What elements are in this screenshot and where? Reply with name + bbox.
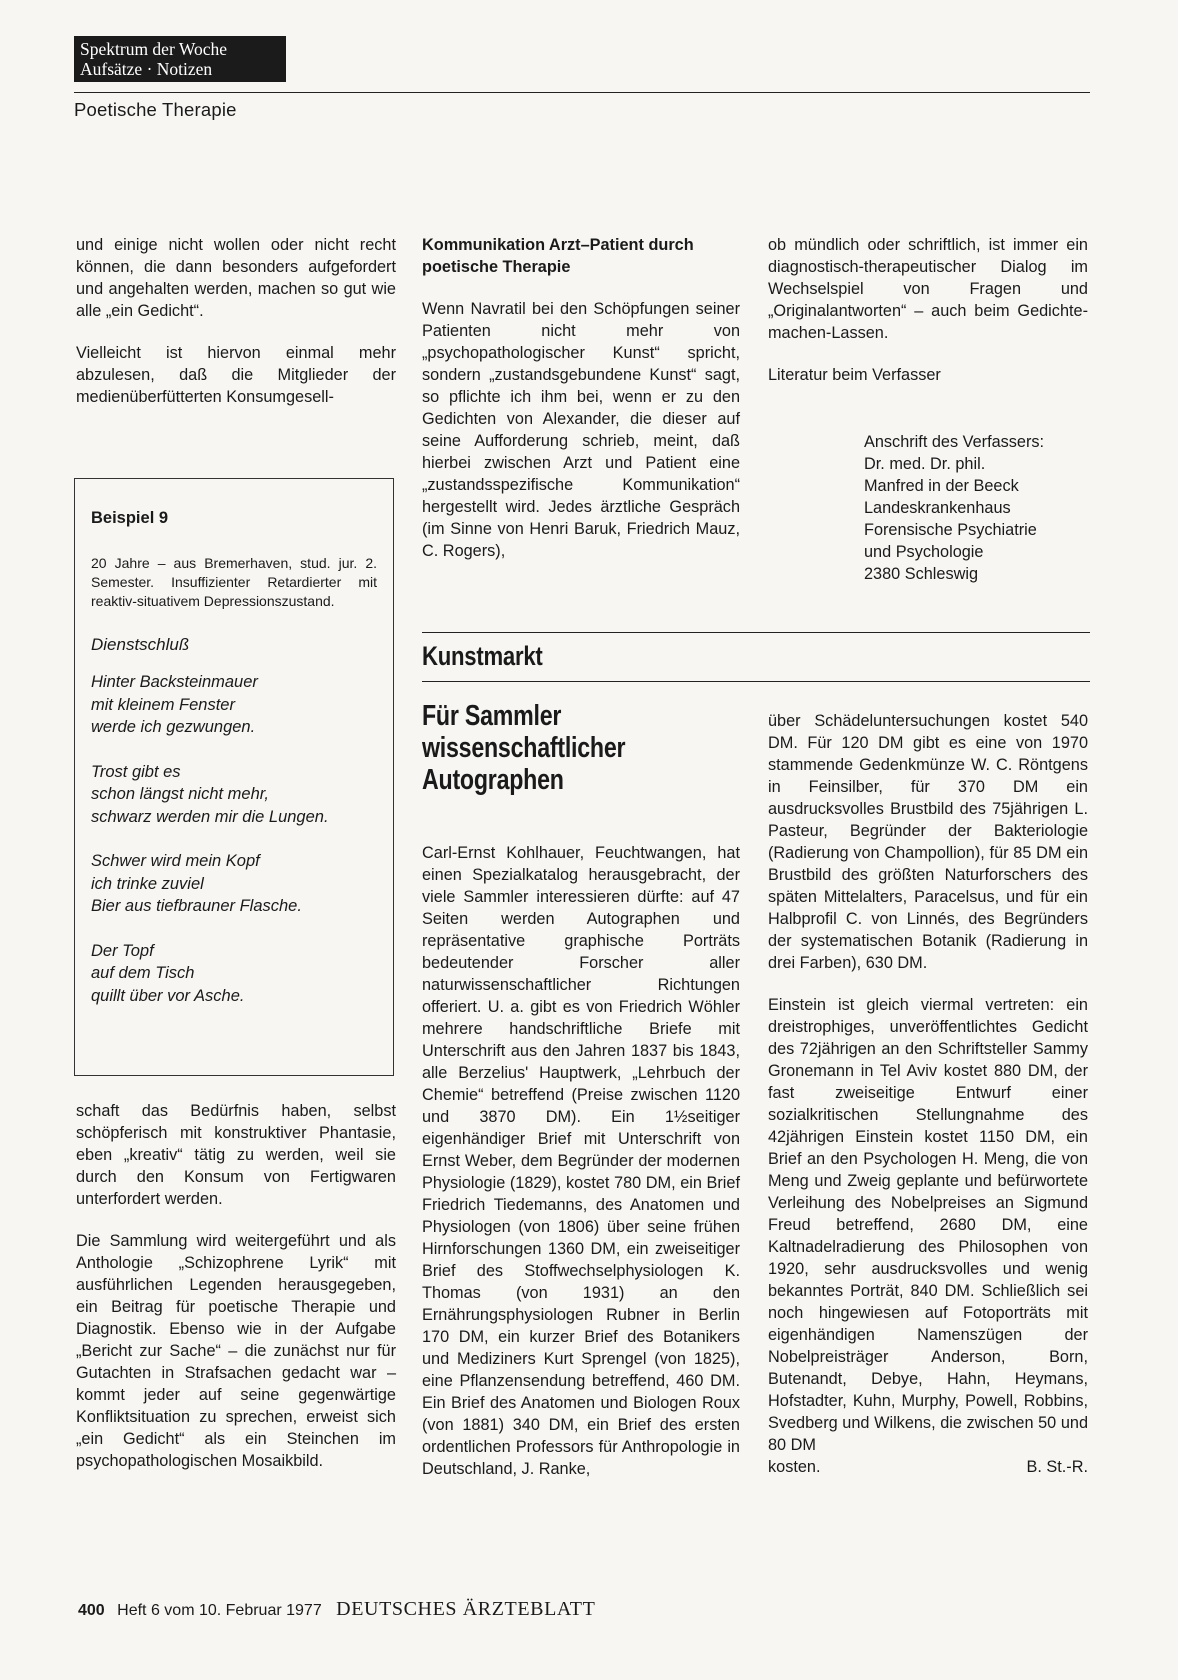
col3-bottom xyxy=(768,710,1088,1478)
paragraph: Vielleicht ist hiervon einmal mehr abzulesen, daß die Mitglieder der medienüberfütterten Konsumgesell- xyxy=(76,344,396,406)
section-label: Poetische Therapie xyxy=(74,99,237,120)
poem-line: Schwer wird mein Kopf xyxy=(91,852,260,870)
address-line: und Psychologie xyxy=(864,543,984,561)
section-rule xyxy=(422,632,1090,633)
paragraph: Carl-Ernst Kohlhauer, Feuchtwangen, hat einen Spezialkatalog herausgebracht, der viele Sammler interessieren dürfte: auf 47 Seiten werden Autographen und repräsentative graphische Porträts bedeutender Forscher aller naturwissenschaftlicher Richtungen offeriert. U. a. gibt es von Friedrich Wöhler mehrere handschriftliche Briefe mit Unterschrift aus den Jahren 1837 bis 1843, alle Berzelius' Hauptwerk, „Lehrbuch der Chemie“ betreffend (Preise zwischen 1120 und 3870 DM). Ein 1½seitiger eigenhändiger Brief mit Unterschrift von Ernst Weber, dem Begründer der modernen Physiologie (1829), kostet 780 DM, ein Brief Friedrich Tiedemanns, des Anatomen und Physiologen (von 1806) über seine frühen Hirnforschungen 1360 DM, ein zweiseitiger Brief des Stoffwechselphysiologen K. Thomas (von 1931) an den Ernährungsphysiologen Rubner in Berlin 170 DM, ein kurzer Brief des Botanikers und Mediziners Kurt Sprengel (von 1825), eine Pflanzensendung betreffend, 460 DM. Ein Brief des Anatomen und Biologen Roux (von 1881) 340 DM, ein Brief des ersten ordentlichen Professors für Anthropologie in Deutschland, J. Ranke, xyxy=(422,844,740,1478)
poem-line: Bier aus tiefbrauner Flasche. xyxy=(91,897,302,915)
poem-line: werde ich gezwungen. xyxy=(91,718,256,736)
paragraph: Die Sammlung wird weitergeführt und als Anthologie „Schizophrene Lyrik“ mit ausführlichen Legenden herausgegeben, ein Beitrag für poetische Therapie und Diagnostik. Ebenso wie in der Aufgabe „Bericht zur Sache“ – die zunächst nur für Gutachten in Strafsachen gedacht war – kommt jeder auf seine gegenwärtige Konfliktsituation zu sprechen, erweist sich „ein Gedicht“ als ein Steinchen im psychopathologischen Mosaikbild. xyxy=(76,1232,396,1470)
page-number: 400 xyxy=(78,1602,105,1619)
address-line: Landeskrankenhaus xyxy=(864,499,1011,517)
issue-info: Heft 6 vom 10. Februar 1977 xyxy=(117,1602,322,1619)
col3-top xyxy=(768,234,1088,406)
address-line: Manfred in der Beeck xyxy=(864,477,1019,495)
address-line: Anschrift des Verfassers: xyxy=(864,433,1045,451)
poem-line: schon längst nicht mehr, xyxy=(91,785,269,803)
poem-stanza xyxy=(91,850,377,918)
example-box xyxy=(74,478,394,1076)
example-title: Beispiel 9 xyxy=(91,509,169,527)
poem-line: mit kleinem Fenster xyxy=(91,695,235,714)
address-line: Dr. med. Dr. phil. xyxy=(864,455,986,473)
poem-line: Der Topf xyxy=(91,941,154,960)
poem-stanza xyxy=(91,761,377,829)
paragraph: Einstein ist gleich viermal vertreten: ein dreistrophiges, unveröffentlichtes Gedicht des 72jährigen an den Schriftsteller Sammy Gronemann in Tel Aviv kostet 880 DM, der fast zweiseitige Entwurf einer sozialkritischen Stellungnahme des 42jährigen Einstein kostet 1150 DM, ein Brief an den Psychologen H. Meng, die von Meng und Zweig geplante und befürwortete Verleihung des Nobelpreises an Sigmund Freud betreffend, 2680 DM, eine Kaltnadelradierung des Philosophen von 1920, sehr ausdrucksvolles und wenig bekanntes Porträt, 840 DM. Schließlich sei noch hingewiesen auf Fotoporträts mit eigenhändigen Namenszügen der Nobelpreisträger Anderson, Born, Butenandt, Debye, Hahn, Heymans, Hofstadter, Kuhn, Murphy, Powell, Robbins, Svedberg und Wilkens, die zwischen 50 und 80 DM xyxy=(768,996,1088,1454)
signature-line xyxy=(768,1456,1088,1478)
literature-note: Literatur beim Verfasser xyxy=(768,366,941,384)
poem-line: schwarz werden mir die Lungen. xyxy=(91,807,329,826)
example-description: 20 Jahre – aus Bremerhaven, stud. jur. 2. Semester. Insuffizienter Retardierter mit reaktiv-situativem Depressionszustand. xyxy=(91,555,377,609)
department-header xyxy=(74,36,286,82)
paragraph: ob mündlich oder schriftlich, ist immer ein diagnostisch-therapeutischer Dialog im Wechselspiel von Fragen und „Originalantworten“ – auch beim Gedichte-machen-Lassen. xyxy=(768,236,1088,342)
col2-bottom xyxy=(422,842,740,1500)
poem-stanza xyxy=(91,671,377,739)
page-footer xyxy=(78,1598,595,1621)
section-title: Kunstmarkt xyxy=(422,641,543,671)
paragraph: über Schädeluntersuchungen kostet 540 DM. Für 120 DM gibt es eine von 1970 stammende Gedenkmünze W. C. Röntgens in Feinsilber, für 370 DM ein ausdrucksvolles Brustbild des 75jährigen L. Pasteur, Begründer der Bakteriologie (Radierung von Champollion), für 85 DM ein Brustbild des größten Naturforschers des späten Mittelalters, Paracelsus, und für ein Halbprofil C. von Linnés, des Begründers der systematischen Botanik (Radierung in drei Farben), 630 DM. xyxy=(768,712,1088,972)
col1-top xyxy=(76,234,396,428)
poem-line: Hinter Backsteinmauer xyxy=(91,673,258,691)
article-headline xyxy=(422,700,625,796)
col2-top xyxy=(422,234,740,582)
headline-line: Autographen xyxy=(422,764,564,796)
poem-title: Dienstschluß xyxy=(91,635,190,654)
closing-word: kosten. xyxy=(768,1458,821,1476)
poem-stanza xyxy=(91,940,377,1008)
subheading: Kommunikation Arzt–Patient durch poetische Therapie xyxy=(422,236,694,276)
section-rule xyxy=(422,681,1090,682)
poem-line: ich trinke zuviel xyxy=(91,874,204,893)
department-line-1: Spektrum der Woche xyxy=(80,39,227,59)
poem-line: Trost gibt es xyxy=(91,762,181,781)
poem-line: quillt über vor Asche. xyxy=(91,986,245,1005)
address-line: Forensische Psychiatrie xyxy=(864,521,1037,539)
col1-bottom xyxy=(76,1100,396,1492)
headline-line: Für Sammler xyxy=(422,700,562,732)
address-line: 2380 Schleswig xyxy=(864,565,979,583)
department-line-2: Aufsätze · Notizen xyxy=(80,59,213,79)
poem-line: auf dem Tisch xyxy=(91,964,195,982)
headline-line: wissenschaftlicher xyxy=(422,732,626,764)
paragraph: Wenn Navratil bei den Schöpfungen seiner Patienten nicht mehr von „psychopathologischer Kunst“ spricht, sondern „zustandsgebundene Kunst“ sagt, so pflichte ich ihm bei, wenn er zu den Gedichten von Alexander, die dieser auf seine Aufforderung schrieb, meint, daß hierbei zwischen Arzt und Patient eine „zustandsspezifische Kommunikation“ hergestellt wird. Jedes ärztliche Gespräch (im Sinne von Henri Baruk, Friedrich Mauz, C. Rogers), xyxy=(422,300,740,560)
author-signature: B. St.-R. xyxy=(1026,1458,1088,1476)
author-address xyxy=(864,431,1044,585)
paragraph: schaft das Bedürfnis haben, selbst schöpferisch mit konstruktiver Phantasie, eben „kreativ“ tätig zu werden, weil sie durch den Konsum von Fertigwaren unterfordert werden. xyxy=(76,1102,396,1208)
header-rule xyxy=(74,92,1090,93)
journal-name: DEUTSCHES ÄRZTEBLATT xyxy=(336,1598,596,1620)
paragraph: und einige nicht wollen oder nicht recht können, die dann besonders aufgefordert und angehalten werden, machen so gut wie alle „ein Gedicht“. xyxy=(76,236,396,320)
